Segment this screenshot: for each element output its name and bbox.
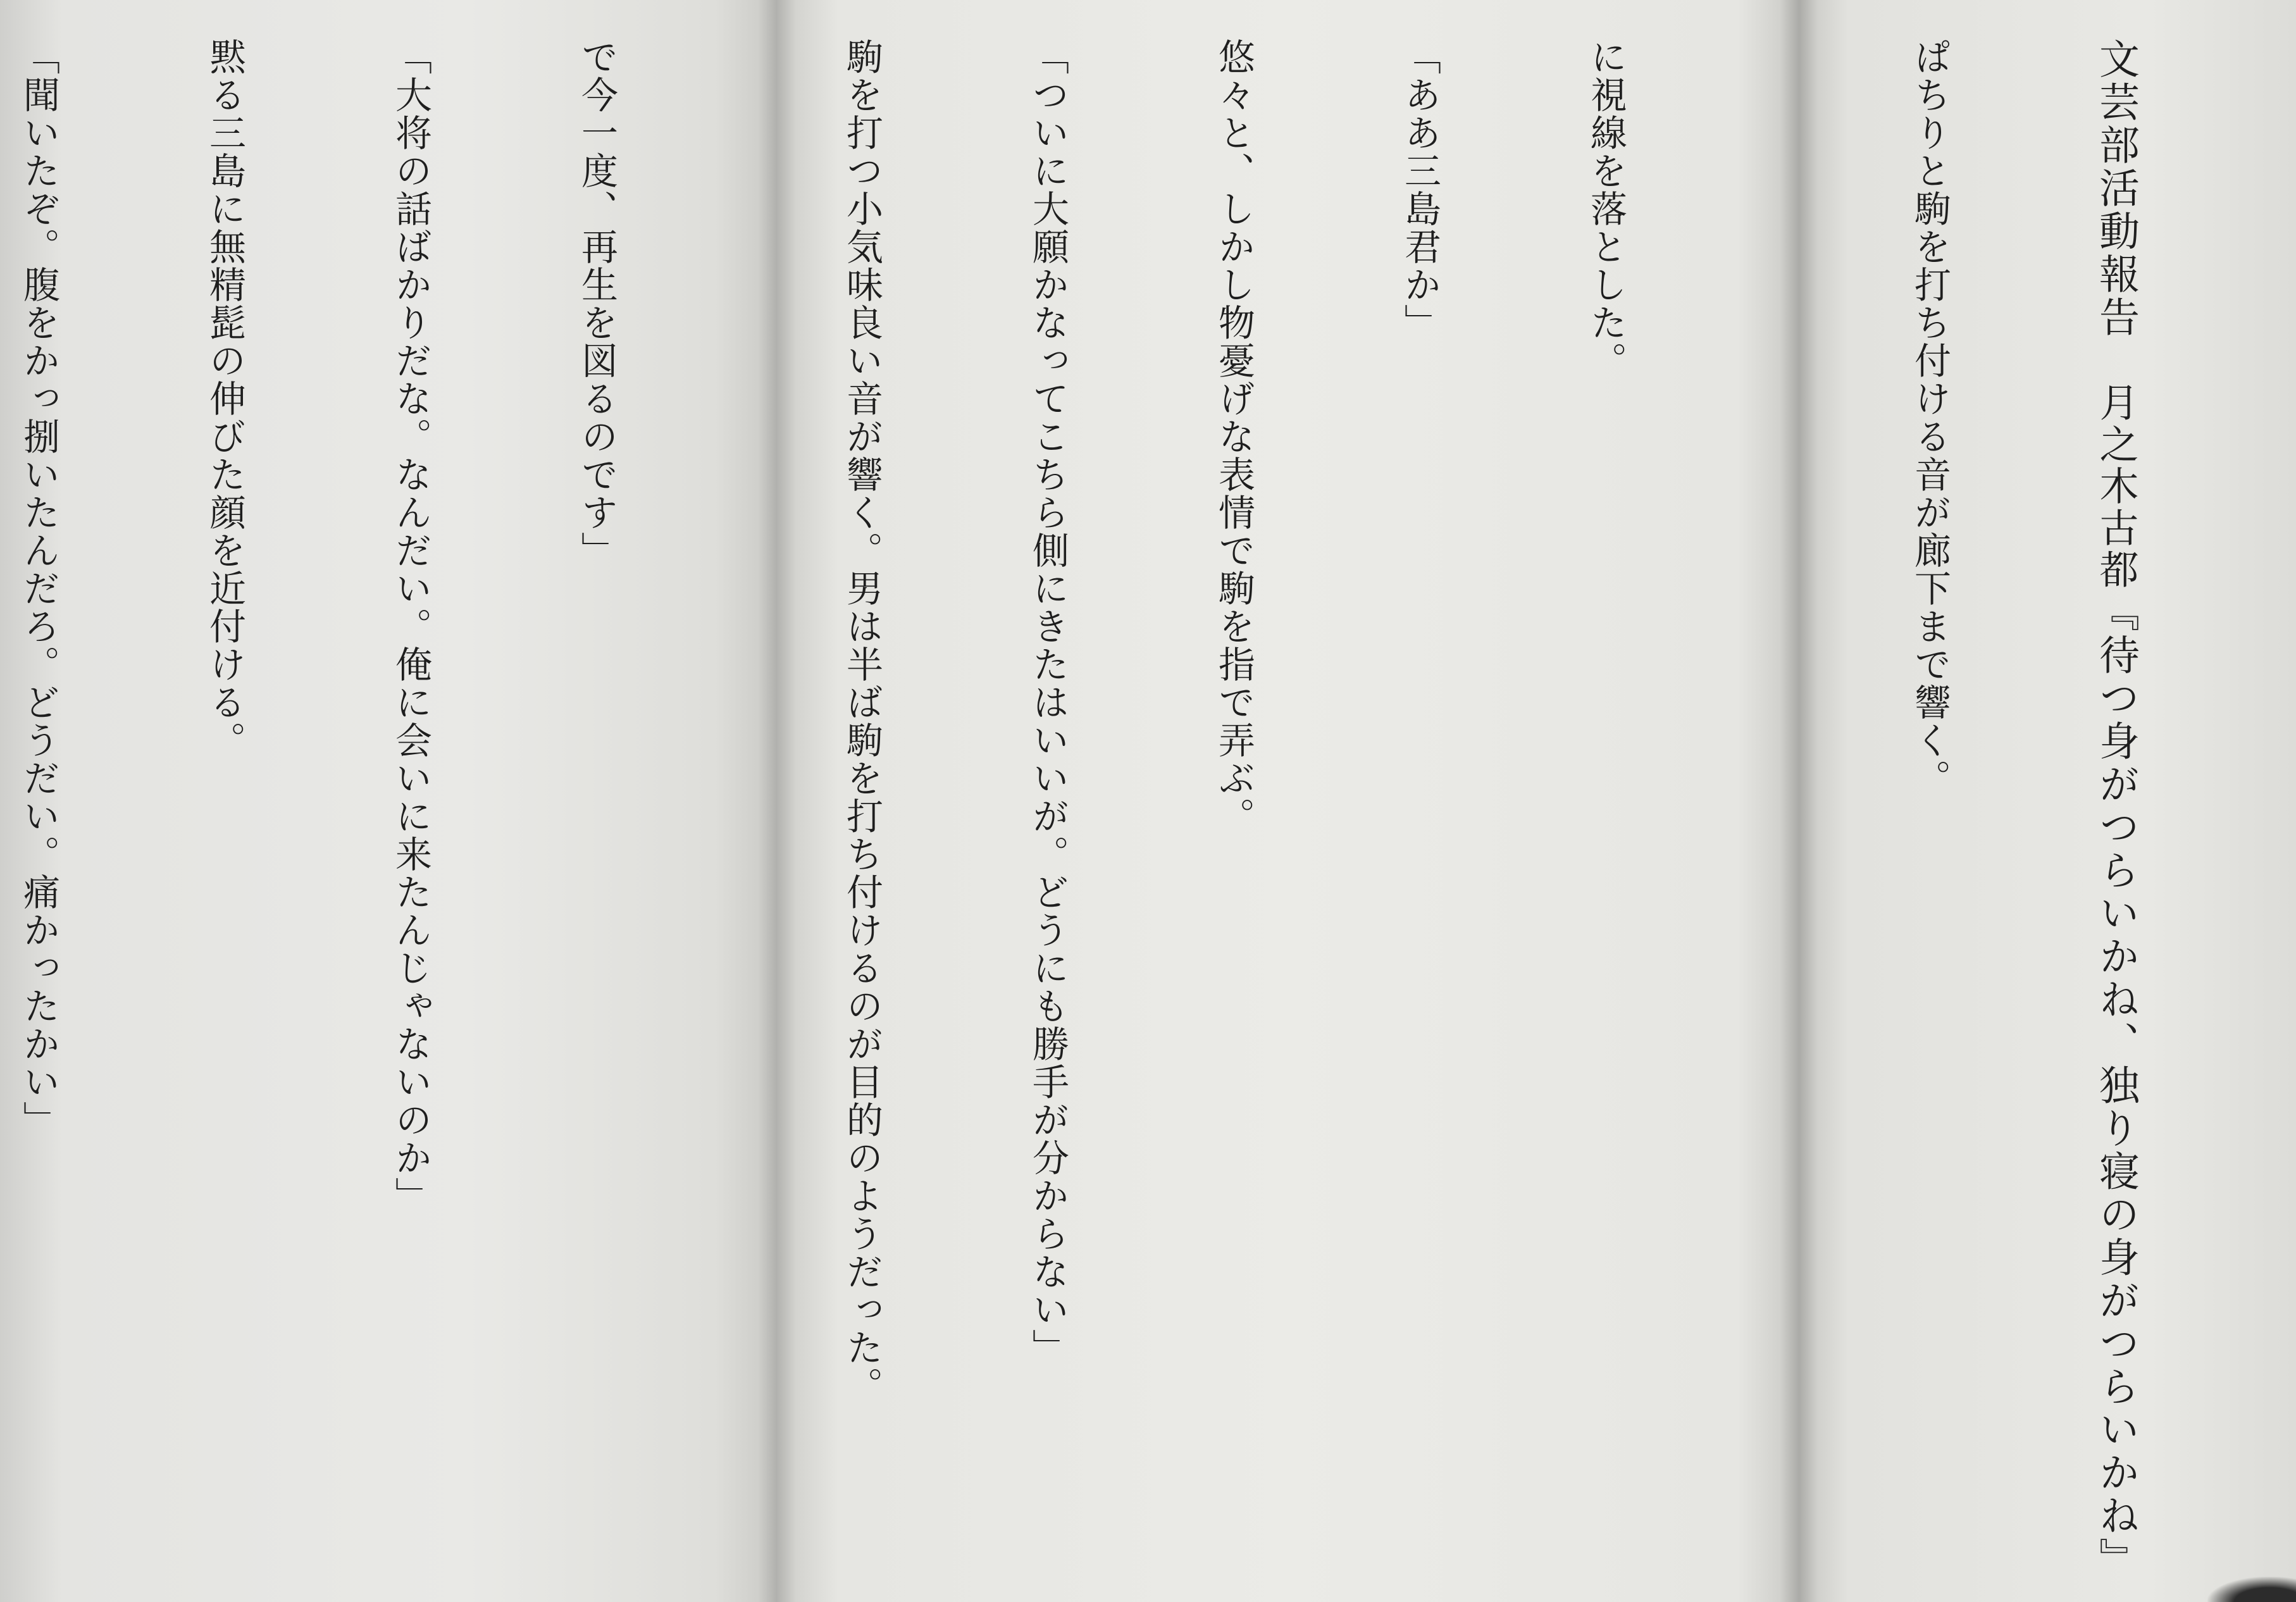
center-page-text bbox=[812, 38, 1761, 1582]
text-line: ぱちりと駒を打ち付ける音が廊下まで響く。 bbox=[1908, 38, 1951, 797]
text-line: に視線を落とした。 bbox=[1584, 38, 1627, 380]
center-page bbox=[777, 0, 1799, 1602]
section-title: 文芸部活動報告 bbox=[2092, 38, 2139, 339]
left-page-text bbox=[17, 38, 752, 1582]
text-line: で今一度、再生を図るのです」 bbox=[575, 38, 618, 569]
page-corner-shadow bbox=[2207, 1577, 2296, 1602]
story-title: 『待つ身がつらいかね、独り寝の身がつらいかね』 bbox=[2092, 591, 2139, 1580]
text-line: 「ああ三島君か」 bbox=[1398, 38, 1441, 342]
right-page bbox=[1799, 0, 2296, 1602]
author-name: 月之木古都 bbox=[2093, 382, 2139, 591]
text-line: 悠々と、しかし物憂げな表情で駒を指で弄ぶ。 bbox=[1212, 38, 1255, 835]
text-line: 「聞いたぞ。腹をかっ捌いたんだろ。どうだい。痛かったかい」 bbox=[17, 38, 60, 1139]
text-line: 駒を打つ小気味良い音が響く。男は半ば駒を打ち付けるのが目的のようだった。 bbox=[840, 38, 883, 1405]
left-page bbox=[0, 0, 777, 1602]
text-line: 「ついに大願かなってこちら側にきたはいいが。どうにも勝手が分からない」 bbox=[1026, 38, 1069, 1367]
text-line: 「大将の話ばかりだな。なんだい。俺に会いに来たんじゃないのか」 bbox=[389, 38, 432, 1215]
right-page-text bbox=[1828, 38, 2271, 1582]
text-line: 黙る三島に無精髭の伸びた顔を近付ける。 bbox=[203, 38, 246, 759]
page-title bbox=[2085, 38, 2147, 1582]
